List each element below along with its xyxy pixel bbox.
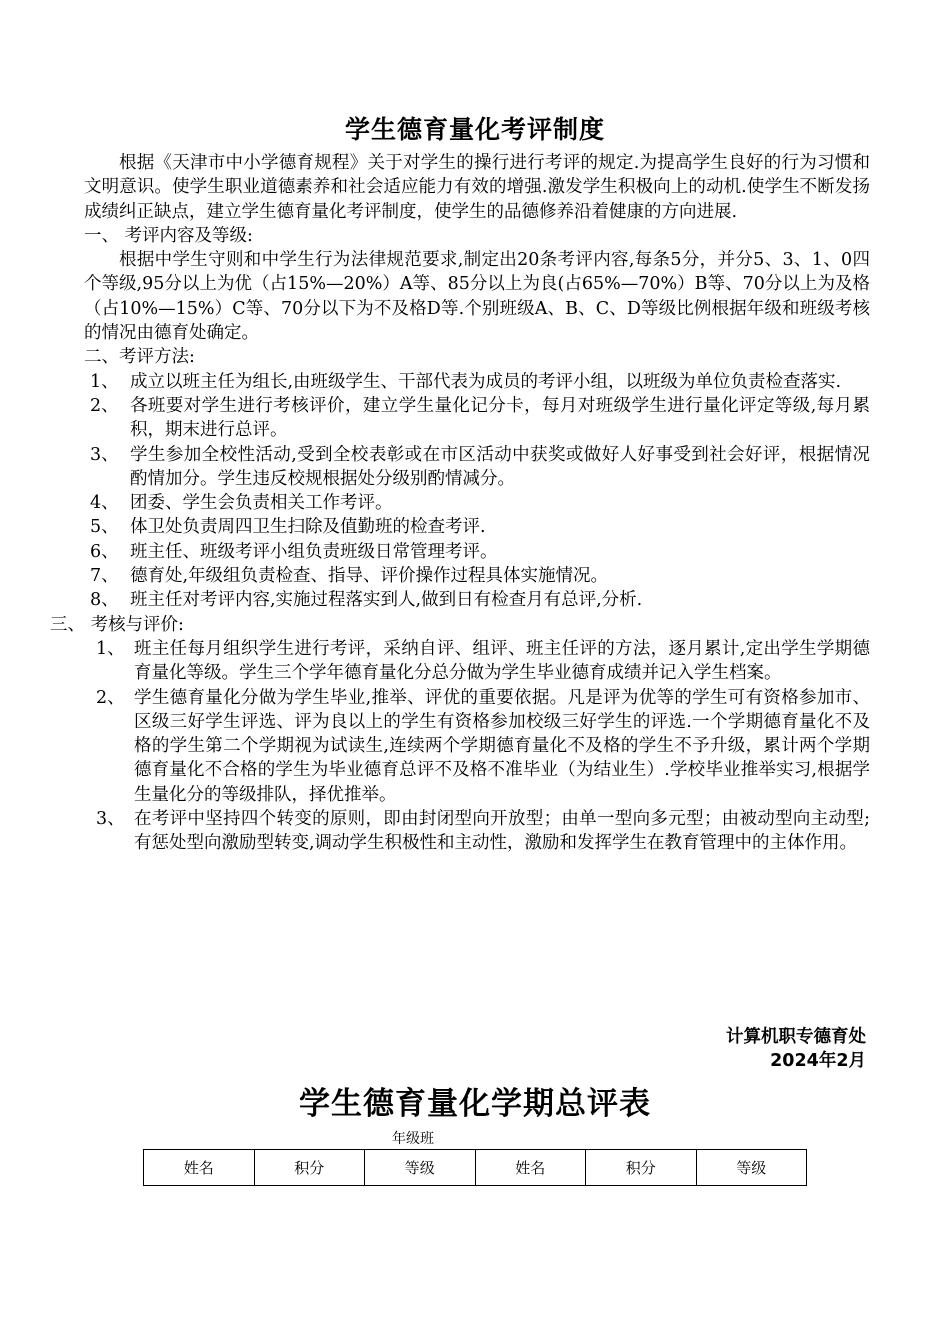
- signature-org: 计算机职专德育处: [726, 1027, 866, 1047]
- list-item: [84, 515, 870, 539]
- column-header-score: 积分: [586, 1150, 697, 1186]
- document-title: 学生德育量化考评制度: [344, 115, 605, 144]
- section-2-list: [84, 370, 870, 613]
- item-text: 班主任、班级考评小组负责班级日常管理考评。: [130, 541, 498, 562]
- list-item: [84, 443, 870, 492]
- list-item: [84, 588, 870, 612]
- table-header-row: [144, 1150, 807, 1186]
- column-header-name: 姓名: [144, 1150, 255, 1186]
- column-header-grade: 等级: [365, 1150, 476, 1186]
- column-header-grade: 等级: [696, 1150, 807, 1186]
- list-item: [84, 540, 870, 564]
- item-number: 2、: [96, 687, 125, 708]
- intro-paragraph: 根据《天津市中小学德育规程》关于对学生的操行进行考评的规定.为提高学生良好的行为习惯和文明意识。使学生职业道德素养和社会适应能力有效的增强.激发学生积极向上的动机.使学生不断发扬成绩纠正缺点，建立学生德育量化考评制度，使学生的品德修养沿着健康的方向进展.: [84, 153, 870, 222]
- item-text: 各班要对学生进行考核评价，建立学生量化记分卡，每月对班级学生进行量化评定等级,每月累积，期末进行总评。: [130, 395, 870, 441]
- section-heading-1: 一、 考评内容及等级:: [84, 225, 253, 246]
- item-text: 学生德育量化分做为学生毕业,推举、评优的重要依据。凡是评为优等的学生可有资格参加市、区级三好学生评选、评为良以上的学生有资格参加校级三好学生的评选.一个学期德育量化不及格的学生第二个学期视为试读生,连续两个学期德育量化不及格的学生不予升级，累计两个学期德育量化不合格的学生为毕业德育总评不及格不准毕业（为结业生）.学校毕业推举实习,根据学生量化分的等级排队，择优推举。: [134, 687, 870, 805]
- item-number: 5、: [90, 517, 119, 538]
- item-number: 1、: [96, 638, 125, 659]
- column-header-name: 姓名: [475, 1150, 586, 1186]
- section-heading-2: 二、考评方法:: [84, 347, 195, 368]
- score-table: [143, 1149, 807, 1186]
- column-header-score: 积分: [254, 1150, 365, 1186]
- item-number: 7、: [90, 566, 119, 587]
- item-text: 班主任每月组织学生进行考评，采纳自评、组评、班主任评的方法，逐月累计,定出学生学期德育量化等级。学生三个学年德育量化分总分做为学生毕业德育成绩并记入学生档案。: [134, 638, 870, 684]
- list-item: [84, 564, 870, 588]
- list-item: [84, 807, 870, 856]
- item-text: 班主任对考评内容,实施过程落实到人,做到日有检查月有总评,分析.: [130, 590, 643, 611]
- signature-date: 2024年2月: [770, 1051, 866, 1071]
- section-1-paragraph: 根据中学生守则和中学生行为法律规范要求,制定出20条考评内容,每条5分，并分5、3、1、0四个等级,95分以上为优（占15%—20%）A等、85分以上为良(占65%—70%）B等、70分以上为及格（占10%—15%）C等、70分以下为不及格D等.个别班级A、B、C、D等级比例根据年级和班级考核的情况由德育处确定。: [84, 250, 870, 344]
- list-item: [84, 394, 870, 443]
- item-number: 3、: [96, 809, 125, 830]
- grade-class-label: 年级班: [392, 1131, 434, 1147]
- item-text: 德育处,年级组负责检查、指导、评价操作过程具体实施情况。: [130, 566, 609, 587]
- list-item: [84, 370, 870, 394]
- list-item: [84, 686, 870, 807]
- document-body: [50, 151, 870, 856]
- list-item: [84, 637, 870, 686]
- item-text: 在考评中坚持四个转变的原则，即由封闭型向开放型；由单一型向多元型；由被动型向主动型;有惩处型向激励型转变,调动学生积极性和主动性，激励和发挥学生在教育管理中的主体作用。: [134, 809, 870, 854]
- section-heading-3: 三、 考核与评价:: [50, 614, 184, 635]
- section-3-list: [84, 637, 870, 856]
- item-number: 8、: [90, 590, 119, 611]
- item-number: 3、: [90, 444, 119, 465]
- item-number: 6、: [90, 541, 119, 562]
- item-number: 1、: [90, 371, 119, 392]
- item-number: 4、: [90, 493, 119, 514]
- item-text: 体卫处负责周四卫生扫除及值勤班的检查考评.: [130, 517, 486, 538]
- item-text: 成立以班主任为组长,由班级学生、干部代表为成员的考评小组，以班级为单位负责检查落实.: [130, 371, 842, 392]
- list-item: [84, 491, 870, 515]
- item-text: 学生参加全校性活动,受到全校表彰或在市区活动中获奖或做好人好事受到社会好评，根据情况酌情加分。学生违反校规根据处分级别酌情减分。: [130, 444, 870, 489]
- item-number: 2、: [90, 395, 119, 416]
- item-text: 团委、学生会负责相关工作考评。: [130, 493, 393, 514]
- form-title: 学生德育量化学期总评表: [299, 1086, 651, 1122]
